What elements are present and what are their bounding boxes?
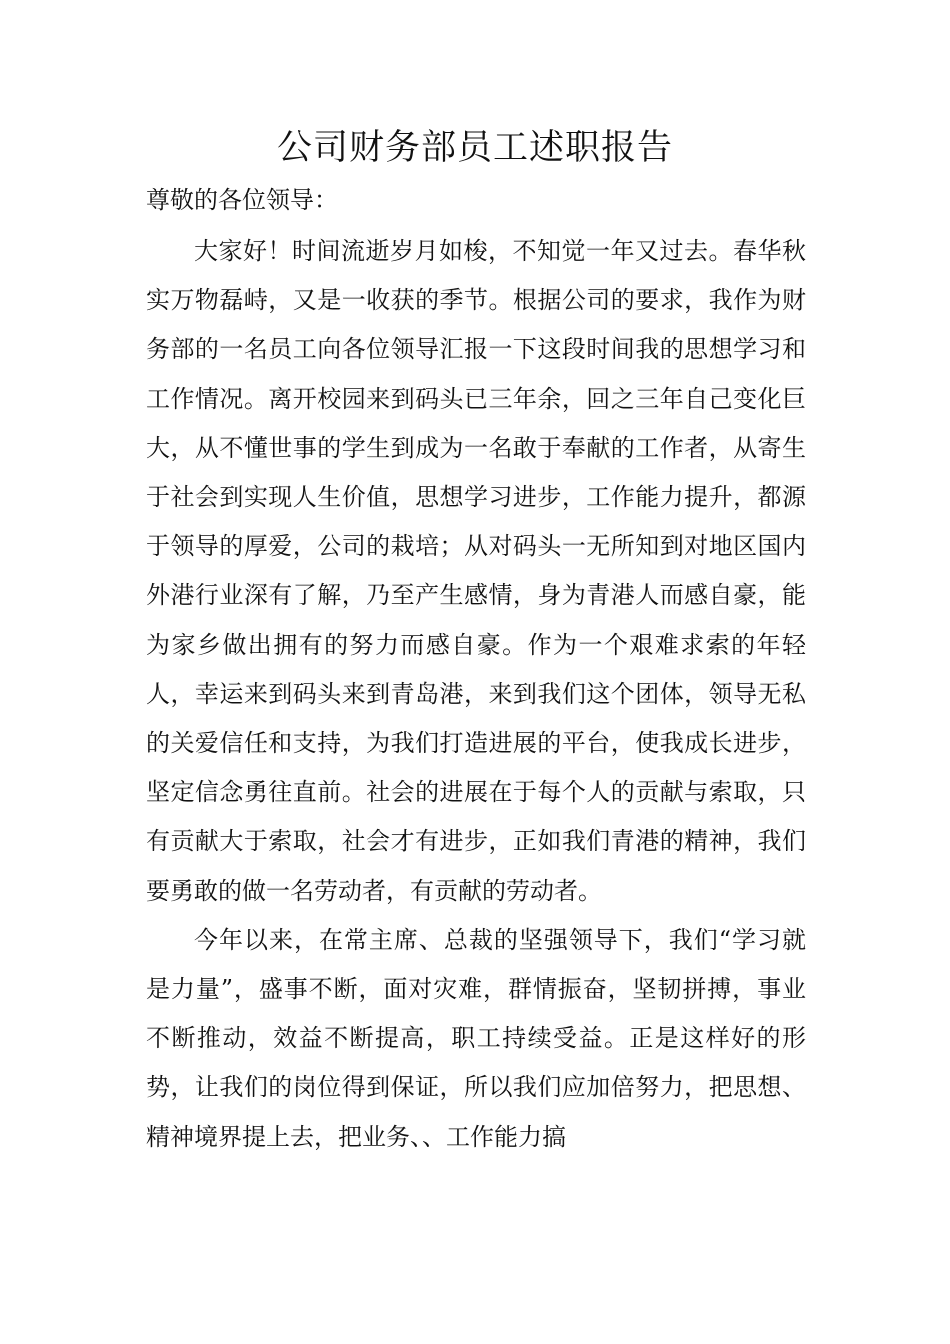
document-body	[146, 178, 806, 1162]
document-title: 公司财务部员工述职报告	[276, 128, 673, 168]
salutation: 尊敬的各位领导：	[146, 186, 338, 214]
paragraph-1: 大家好！时间流逝岁月如梭，不知觉一年又过去。春华秋实万物磊峙，又是一收获的季节。根据公司的要求，我作为财务部的一名员工向各位领导汇报一下这段时间我的思想学习和工作情况。离开校园来到码头已三年余，回之三年自己变化巨大，从不懂世事的学生到成为一名敢于奉献的工作者，从寄生于社会到实现人生价值，思想学习进步，工作能力提升，都源于领导的厚爱，公司的栽培；从对码头一无所知到对地区国内外港行业深有了解，乃至产生感情，身为青港人而感自豪，能为家乡做出拥有的努力而感自豪。作为一个艰难求索的年轻人，幸运来到码头来到青岛港，来到我们这个团体，领导无私的关爱信任和支持，为我们打造进展的平台，使我成长进步，坚定信念勇往直前。社会的进展在于每个人的贡献与索取，只有贡献大于索取，社会才有进步，正如我们青港的精神，我们要勇敢的做一名劳动者，有贡献的劳动者。	[146, 237, 806, 905]
paragraph-2: 今年以来，在常主席、总裁的坚强领导下，我们“学习就是力量”，盛事不断，面对灾难，群情振奋，坚韧拼搏，事业不断推动，效益不断提高，职工持续受益。正是这样好的形势，让我们的岗位得到保证，所以我们应加倍努力，把思想、精神境界提上去，把业务、、工作能力搞	[146, 925, 806, 1151]
